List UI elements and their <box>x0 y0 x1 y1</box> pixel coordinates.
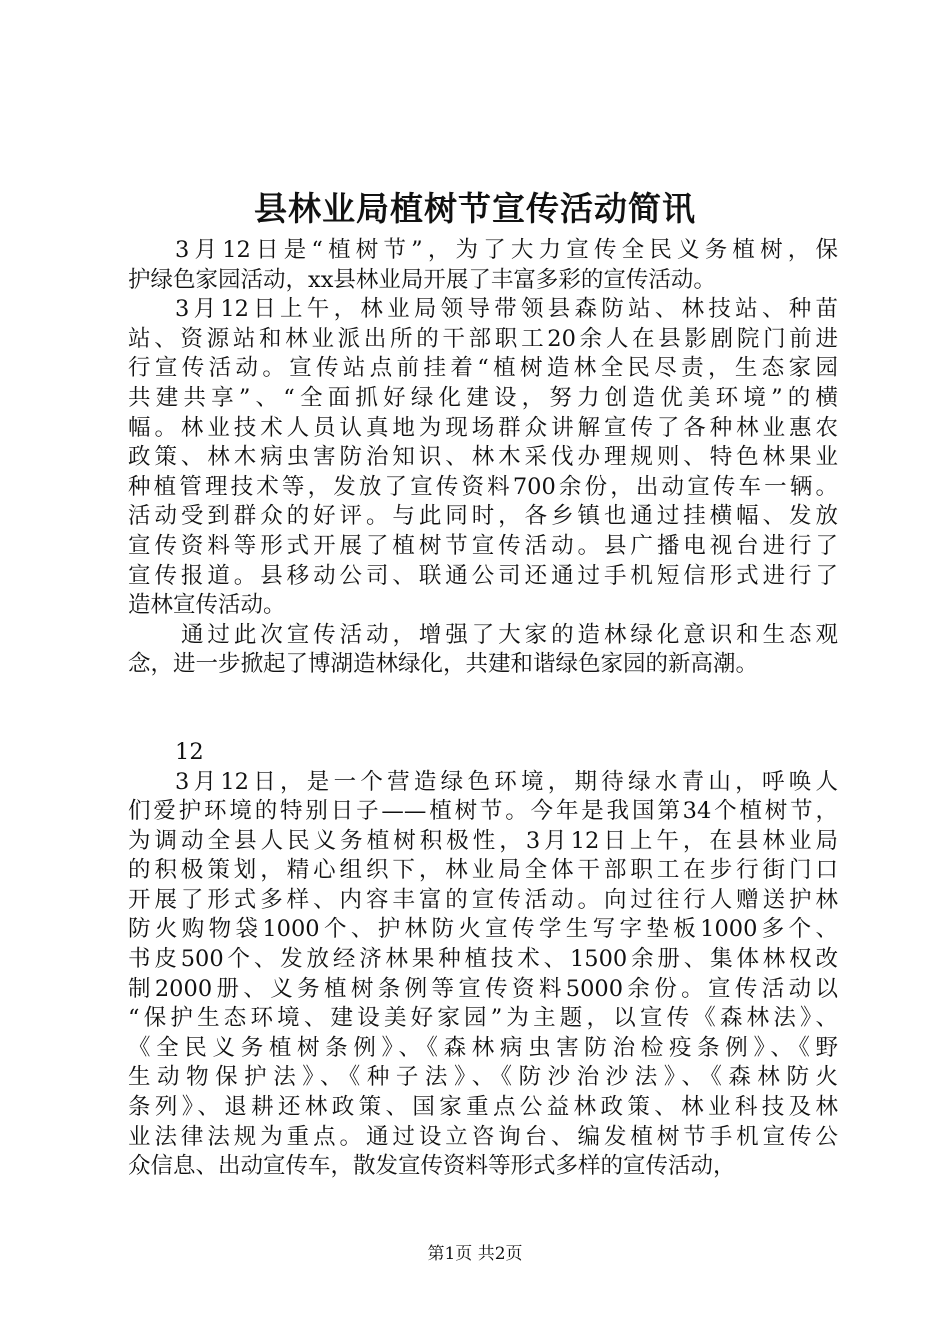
page-footer: 第1页 共2页 <box>427 1244 523 1264</box>
paragraph-2-line-10: 宣传报道。县移动公司、联通公司还通过手机短信形式进行了 <box>128 562 838 589</box>
paragraph-2-line-9: 宣传资料等形式开展了植树节宣传活动。县广播电视台进行了 <box>128 532 838 559</box>
paragraph-4-line-13: 业法律法规为重点。通过设立咨询台、编发植树节手机宣传公 <box>128 1123 838 1150</box>
paragraph-3-line-1: 通过此次宣传活动，增强了大家的造林绿化意识和生态观 <box>181 621 838 648</box>
paragraph-4-line-14: 众信息、出动宣传车，散发宣传资料等形式多样的宣传活动， <box>128 1153 736 1180</box>
paragraph-2-line-6: 政策、林木病虫害防治知识、林木采伐办理规则、特色林果业 <box>128 444 838 471</box>
paragraph-2-line-7: 种植管理技术等，发放了宣传资料700余份，出动宣传车一辆。 <box>128 473 838 500</box>
paragraph-4-line-7: 书皮500个、发放经济林果种植技术、1500余册、集体林权改 <box>128 946 838 973</box>
paragraph-4-line-1: 3月12日，是一个营造绿色环境，期待绿水青山，呼唤人 <box>175 768 838 795</box>
document-title: 县林业局植树节宣传活动简讯 <box>254 189 696 228</box>
paragraph-4-line-11: 生动物保护法》、《种子法》、《防沙治沙法》、《森林防火 <box>128 1064 838 1091</box>
document-body <box>128 236 838 1182</box>
paragraph-4-line-3: 为调动全县人民义务植树积极性，3月12日上午，在县林业局 <box>128 827 838 854</box>
paragraph-2-line-1: 3月12日上午，林业局领导带领县森防站、林技站、种苗 <box>175 296 838 323</box>
paragraph-4-line-8: 制2000册、义务植树条例等宣传资料5000余份。宣传活动以 <box>128 975 838 1002</box>
paragraph-4-line-6: 防火购物袋1000个、护林防火宣传学生写字垫板1000多个、 <box>128 916 838 943</box>
paragraph-2-line-2: 站、资源站和林业派出所的干部职工20余人在县影剧院门前进 <box>128 325 838 352</box>
paragraph-4-line-9: “保护生态环境、建设美好家园”为主题，以宣传《森林法》、 <box>128 1005 838 1032</box>
paragraph-4-line-12: 条列》、退耕还林政策、国家重点公益林政策、林业科技及林 <box>128 1094 838 1121</box>
paragraph-2-line-3: 行宣传活动。宣传站点前挂着“植树造林全民尽责，生态家园 <box>128 355 838 382</box>
paragraph-2-line-5: 幅。林业技术人员认真地为现场群众讲解宣传了各种林业惠农 <box>128 414 838 441</box>
paragraph-2-line-8: 活动受到群众的好评。与此同时，各乡镇也通过挂横幅、发放 <box>128 503 838 530</box>
paragraph-4-line-4: 的积极策划，精心组织下，林业局全体干部职工在步行街门口 <box>128 857 838 884</box>
paragraph-2-line-11: 造林宣传活动。 <box>128 592 286 619</box>
paragraph-gap <box>128 680 838 738</box>
paragraph-4-line-2: 们爱护环境的特别日子——植树节。今年是我国第34个植树节， <box>128 798 838 825</box>
section-number: 12 <box>175 738 204 765</box>
paragraph-1-line-2: 护绿色家园活动，xx县林业局开展了丰富多彩的宣传活动。 <box>128 266 716 293</box>
paragraph-4-line-10: 《全民义务植树条例》、《森林病虫害防治检疫条例》、《野 <box>128 1034 838 1061</box>
paragraph-2-line-4: 共建共享”、“全面抓好绿化建设，努力创造优美环境”的横 <box>128 384 838 411</box>
paragraph-3-line-2: 念，进一步掀起了博湖造林绿化，共建和谐绿色家园的新高潮。 <box>128 651 759 678</box>
paragraph-4-line-5: 开展了形式多样、内容丰富的宣传活动。向过往行人赠送护林 <box>128 886 838 913</box>
paragraph-1-line-1: 3月12日是“植树节”，为了大力宣传全民义务植树，保 <box>175 237 838 263</box>
